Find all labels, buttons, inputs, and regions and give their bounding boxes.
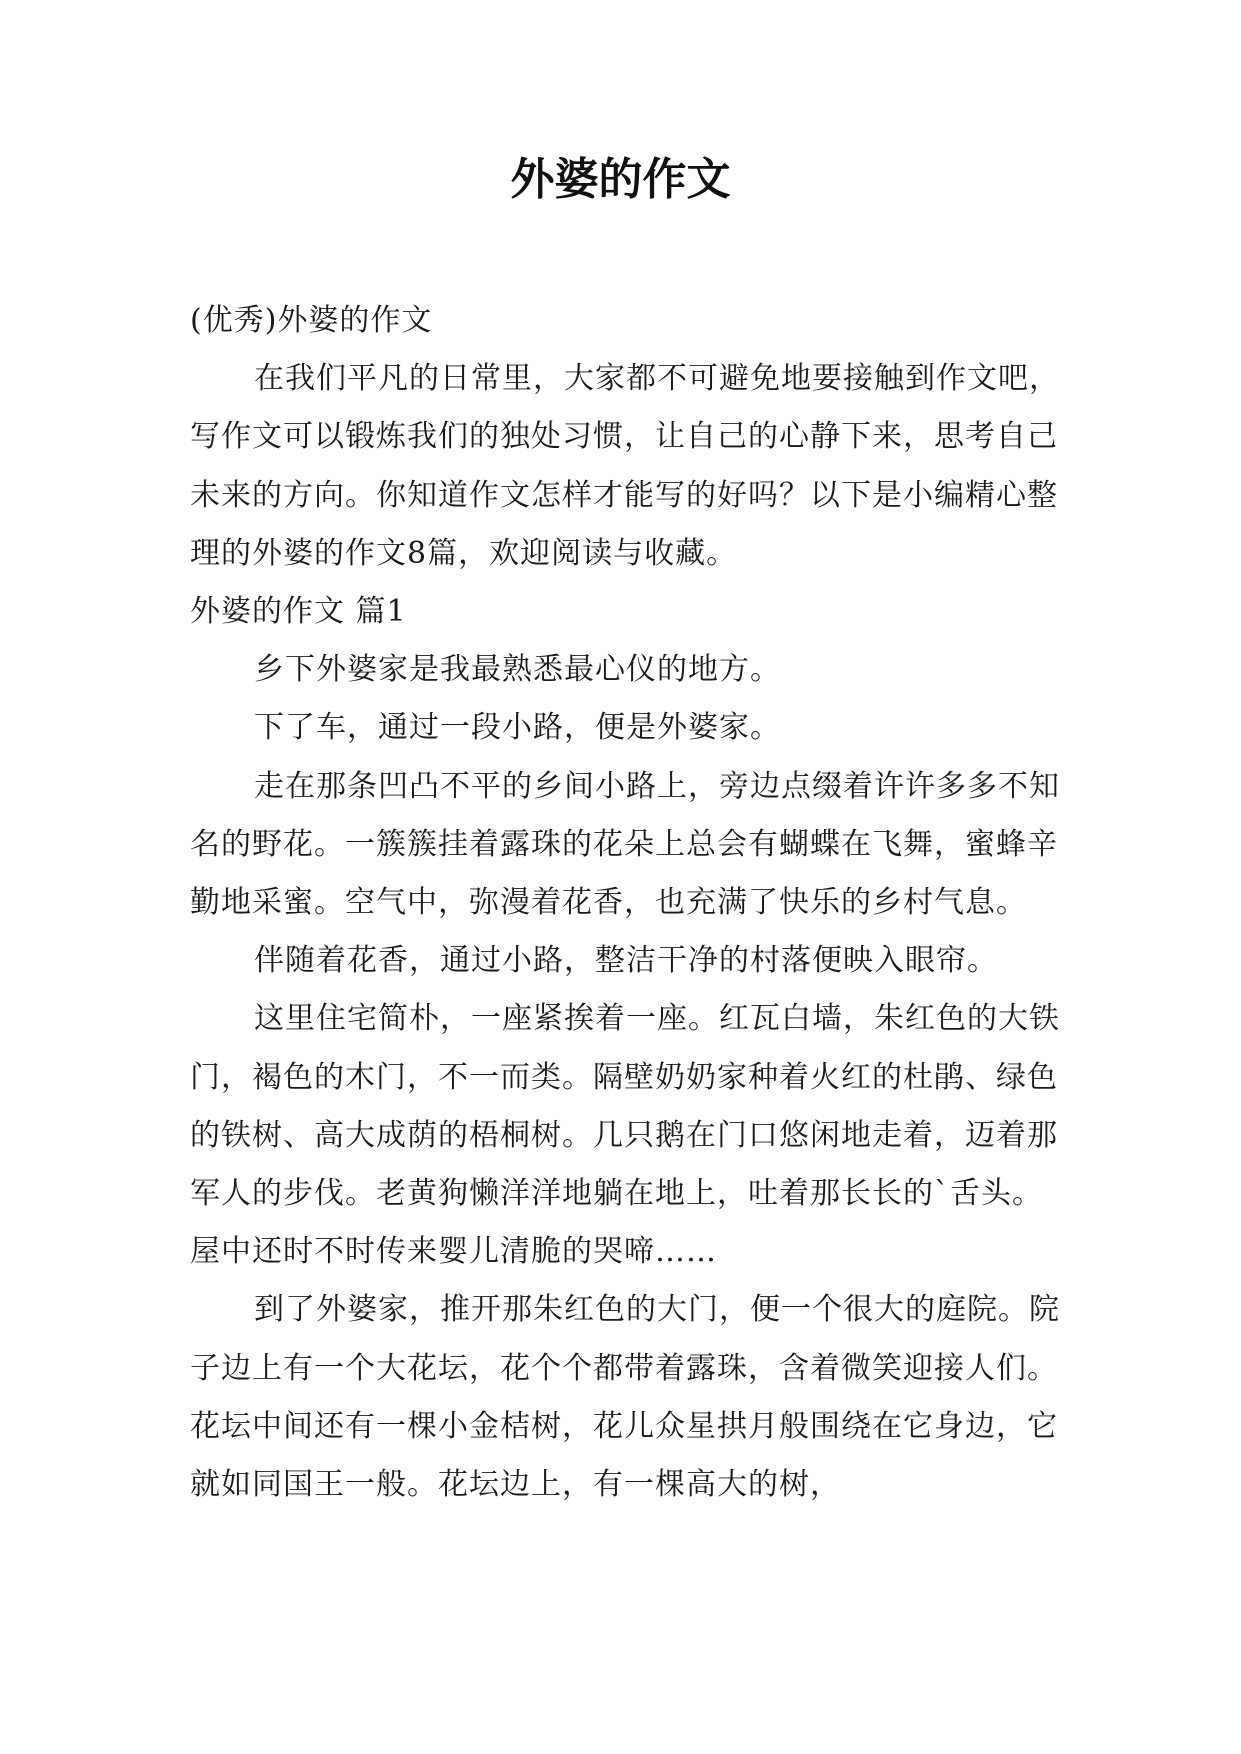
- document-title: 外婆的作文: [510, 154, 731, 205]
- document-body: [190, 292, 1070, 1514]
- paragraph-intro: 在我们平凡的日常里，大家都不可避免地要接触到作文吧，写作文可以锻炼我们的独处习惯，让自己的心静下来，思考自己未来的方向。你知道作文怎样才能写的好吗？以下是小编精心整理的外婆的作文8篇，欢迎阅读与收藏。: [190, 361, 1060, 571]
- paragraph: 这里住宅简朴，一座紧挨着一座。红瓦白墙，朱红色的大铁门，褐色的木门，不一而类。隔壁奶奶家种着火红的杜鹃、绿色的铁树、高大成荫的梧桐树。几只鹅在门口悠闲地走着，迈着那军人的步伐。老黄狗懒洋洋地躺在地上，吐着那长长的`舌头。屋中还时不时传来婴儿清脆的哭啼……: [190, 1001, 1060, 1270]
- paragraph: 伴随着花香，通过小路，整洁干净的村落便映入眼帘。: [254, 943, 998, 979]
- paragraph: 乡下外婆家是我最熟悉最心仪的地方。: [254, 652, 781, 688]
- paragraph: 到了外婆家，推开那朱红色的大门，便一个很大的庭院。院子边上有一个大花坛，花个个都带着露珠，含着微笑迎接人们。花坛中间还有一棵小金桔树，花儿众星拱月般围绕在它身边，它就如同国王一般。花坛边上，有一棵高大的树，: [190, 1292, 1060, 1503]
- section-heading: 外婆的作文 篇1: [190, 594, 407, 630]
- paragraph: 走在那条凹凸不平的乡间小路上，旁边点缀着许许多多不知名的野花。一簇簇挂着露珠的花朵上总会有蝴蝶在飞舞，蜜蜂辛勤地采蜜。空气中，弥漫着花香，也充满了快乐的乡村气息。: [190, 768, 1060, 921]
- paragraph: 下了车，通过一段小路，便是外婆家。: [254, 710, 781, 746]
- paragraph-subtitle: (优秀)外婆的作文: [190, 303, 433, 338]
